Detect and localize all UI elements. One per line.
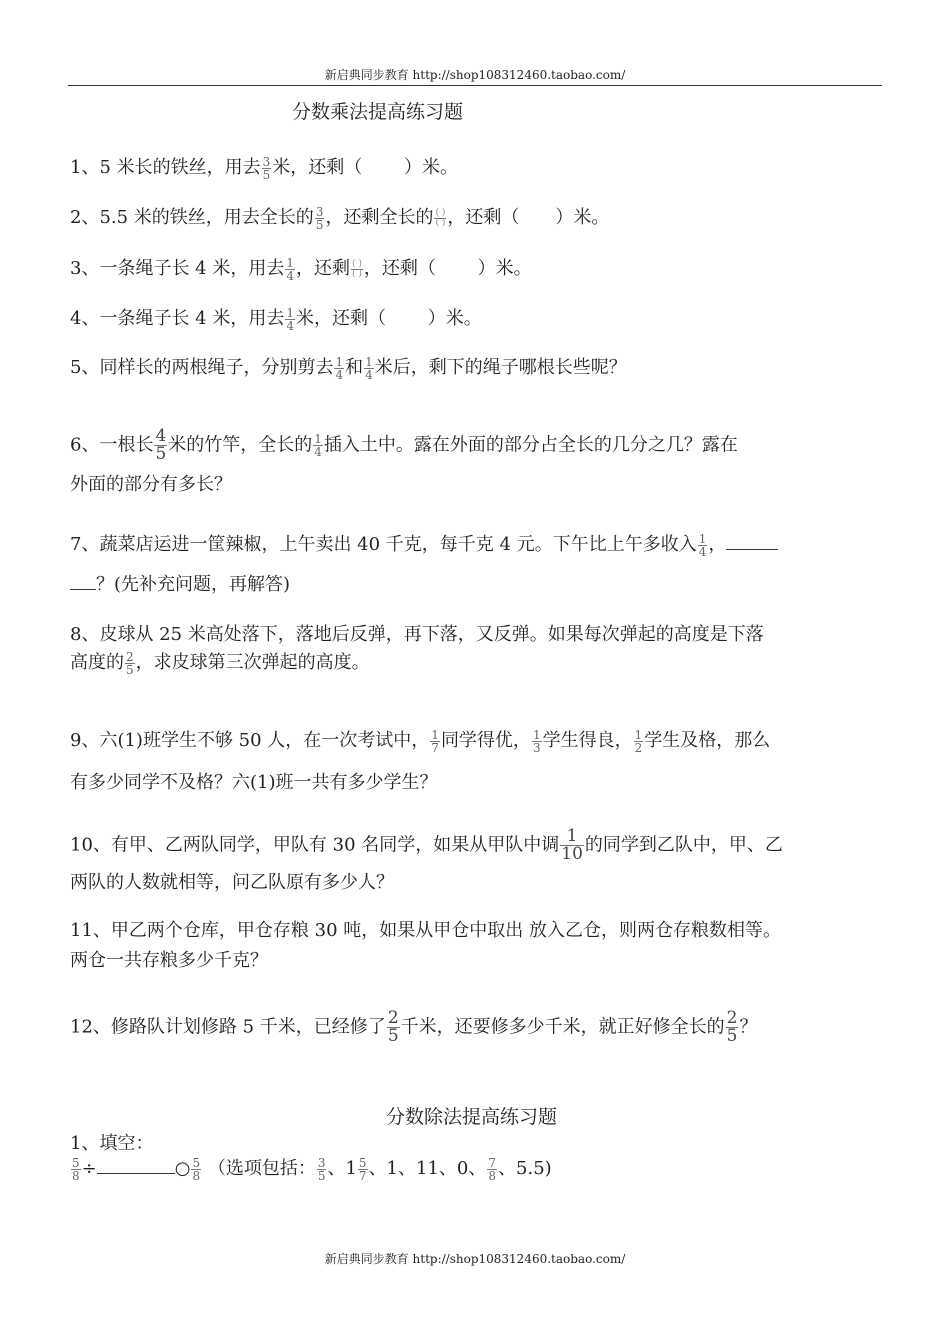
problem-4: 4、一条绳子长 4 米，用去 $\frac{1}{4}$ 米，还剩（ ）米。 — [70, 305, 482, 333]
header-rule — [68, 85, 882, 86]
fill-in-label: 1、填空： — [70, 1133, 154, 1154]
problem-5: 5、同样长的两根绳子，分别剪去 $\frac{1}{4}$ 和 $\frac{1}{4}$ 米后，剩下的绳子哪根长些呢？ — [70, 354, 627, 382]
problem-7: 7、蔬菜店运进一筐辣椒，上午卖出 40 千克，每千克 4 元。下午比上午多收入 $\frac{1}{4}$ ， — [70, 530, 778, 558]
section2-title: 分数除法提高练习题 — [386, 1106, 558, 1128]
problem-7-cont: ？(先补充问题，再解答) — [70, 570, 290, 596]
compare-circle: ○ — [174, 1158, 191, 1179]
section1-title: 分数乘法提高练习题 — [292, 101, 464, 123]
answer-blank-cont[interactable] — [70, 589, 96, 590]
page-header: 新启典同步教育 http://shop108312460.taobao.com/ — [324, 68, 626, 82]
problem-8: 8、皮球从 25 米高处落下，落地后反弹，再下落，又反弹。如果每次弹起的高度是下落 — [70, 624, 764, 645]
fill-in-blank[interactable] — [97, 1173, 175, 1174]
problem-11-cont: 两仓一共存粮多少千克？ — [70, 950, 268, 971]
problem-1: 1、5 米长的铁丝，用去 $\frac{3}{5}$ 米，还剩（ ）米。 — [70, 154, 459, 182]
problem-6: 6、一根长 $\frac{4}{5}$ 米的竹竿，全长的 $\frac{1}{4}$ 插入土中。露在外面的部分占全长的几分之几？露在 — [70, 426, 738, 464]
problem-9: 9、六(1)班学生不够 50 人，在一次考试中， $\frac{1}{7}$ 同学得优， $\frac{1}{3}$ 学生得良， $\frac{1}{2}$ 学生及格，那么 — [70, 727, 771, 755]
problem-12: 12、修路队计划修路 5 千米，已经修了 $\frac{2}{5}$ 千米，还要修多少千米，就正好修全长的 $\frac{2}{5}$ ？ — [70, 1008, 758, 1046]
problem-10: 10、有甲、乙两队同学，甲队有 30 名同学，如果从甲队中调 $\frac{1}{10}$ 的同学到乙队中，甲、乙 — [70, 826, 783, 864]
problem-2: 2、5.5 米的铁丝，用去全长的 $\frac{3}{5}$ ，还剩全长的 $\frac{( )}{( )}$ ，还剩（ ）米。 — [70, 204, 610, 232]
problem-11: 11、甲乙两个仓库，甲仓存粮 30 吨，如果从甲仓中取出 放入乙仓，则两仓存粮数相等。 — [70, 920, 781, 941]
problem-9-cont: 有多少同学不及格？六(1)班一共有多少学生？ — [70, 772, 438, 793]
problem-6-cont: 外面的部分有多长？ — [70, 474, 232, 495]
problem-8-cont: 高度的 $\frac{2}{5}$ ，求皮球第三次弹起的高度。 — [70, 649, 370, 677]
fill-in-row: $\frac{5}{8}$ ÷ ○ $\frac{5}{8}$ （选项包括： $\frac{3}{5}$ 、1 $\frac{5}{7}$ 、1、11、0、 $\frac{7}{8}$ 、5.5) — [72, 1155, 552, 1183]
problem-3: 3、一条绳子长 4 米，用去 $\frac{1}{4}$ ，还剩 $\frac{( )}{( )}$ ，还剩（ ）米。 — [70, 255, 532, 283]
answer-blank[interactable] — [726, 549, 778, 550]
problem-10-cont: 两队的人数就相等，问乙队原有多少人？ — [70, 872, 394, 893]
page-footer: 新启典同步教育 http://shop108312460.taobao.com/ — [324, 1252, 626, 1266]
